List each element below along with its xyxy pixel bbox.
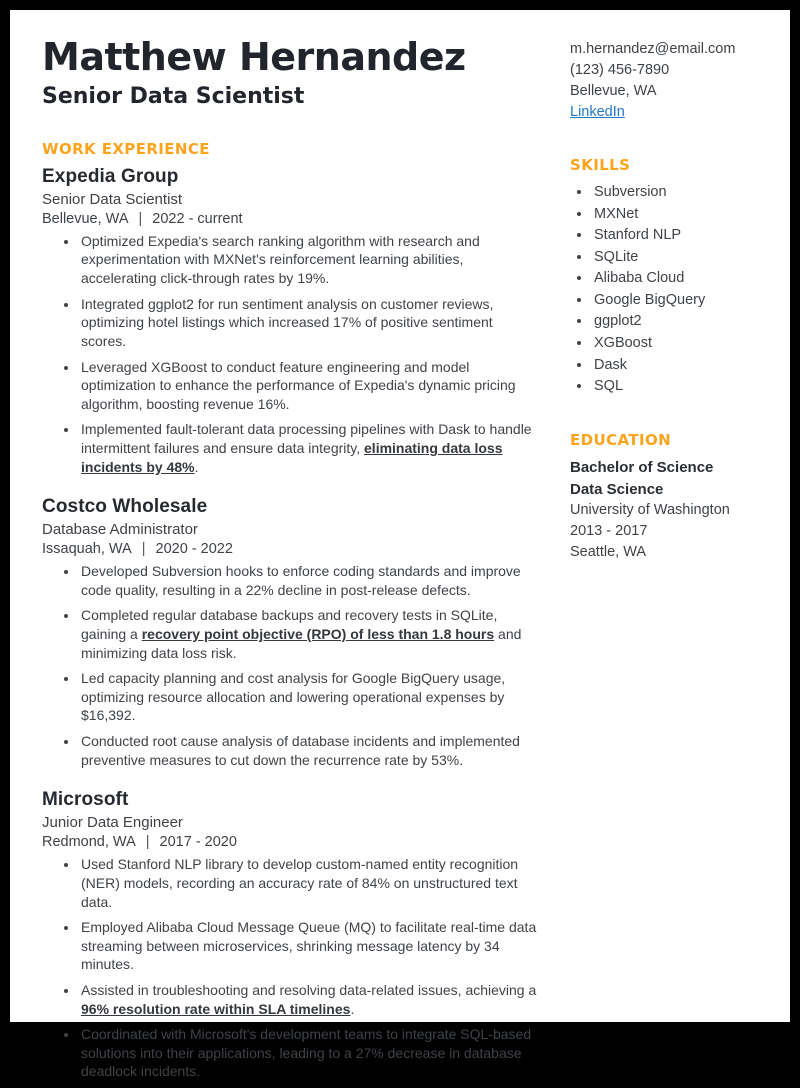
job-dates: 2020 - 2022 (155, 541, 233, 558)
bullet-text: Coordinated with Microsoft's development teams to integrate SQL-based solutions into their applications, leading to a 27% decrease in database deadlock incidents. (81, 1026, 532, 1080)
bullet-highlight: 96% resolution rate within SLA timelines (81, 1000, 351, 1017)
resume-page (10, 10, 790, 1080)
section-heading-work-experience: WORK EXPERIENCE (42, 139, 210, 158)
education-degree: Bachelor of Science (570, 458, 714, 476)
bullet-item (79, 562, 540, 599)
education-location: Seattle, WA (570, 544, 647, 561)
job-location: Issaquah, WA (42, 541, 132, 558)
bullet-item (79, 420, 540, 476)
bullet-item (79, 732, 540, 769)
company-name: Microsoft (42, 789, 129, 811)
bullet-item (79, 981, 540, 1018)
bullet-text: Leveraged XGBoost to conduct feature engineering and model optimization to enhance the performance of Expedia's dynamic pricing algorithm, boosting revenue 16%. (81, 358, 516, 412)
bullet-text: Conducted root cause analysis of database incidents and implemented preventive measures to cut down the recurrence rate by 53%. (81, 733, 520, 768)
skill-item: • Stanford NLP (592, 225, 768, 246)
job-role: Database Administrator (42, 521, 198, 539)
sidebar-column (570, 36, 768, 1088)
job-dates: 2022 - current (152, 210, 243, 227)
contact-email: m.hernandez@email.com (570, 41, 736, 57)
education-school: University of Washington (570, 502, 730, 519)
bullet-list (42, 562, 540, 769)
bullet-item (79, 358, 540, 414)
bullet-list (42, 855, 540, 1081)
skill-item: • Alibaba Cloud (592, 268, 768, 289)
bullet-highlight: eliminating data loss incidents by 48% (81, 439, 503, 475)
company-name: Costco Wholesale (42, 496, 208, 518)
job-meta (42, 834, 540, 850)
skill-item: • MXNet (592, 204, 768, 225)
skills-list (570, 182, 768, 397)
bullet-text: Employed Alibaba Cloud Message Queue (MQ) to facilitate real-time data streaming between microservices, shrinking message latency by 34 minutes. (81, 919, 537, 973)
skill-item: • Subversion (592, 182, 768, 203)
job-meta (42, 211, 540, 227)
skill-item: • SQLite (592, 247, 768, 268)
skill-item: • Google BigQuery (592, 290, 768, 311)
job-entry-microsoft (42, 789, 540, 1081)
bullet-text: Optimized Expedia's search ranking algorithm with research and experimentation with MXNet's reinforcement learning abilities, accelerating click-through rates by 19%. (81, 232, 480, 287)
skill-item: • ggplot2 (592, 311, 768, 332)
bullet-item (79, 606, 540, 662)
section-heading-skills: SKILLS (570, 156, 631, 174)
contact-phone: (123) 456-7890 (570, 62, 670, 78)
bullet-item (79, 232, 540, 288)
bullet-list (42, 232, 540, 476)
job-entry-expedia (42, 166, 540, 476)
main-column (42, 36, 540, 1088)
skill-item: • SQL (592, 376, 768, 397)
bullet-text-post: and minimizing data loss risk. (81, 626, 522, 661)
contact-location: Bellevue, WA (570, 83, 657, 99)
bullet-item (79, 669, 540, 725)
job-role: Senior Data Scientist (42, 190, 183, 208)
bullet-text: Assisted in troubleshooting and resolving data-related issues, achieving a (81, 981, 537, 998)
bullet-highlight: recovery point objective (RPO) of less than 1.8 hours (141, 626, 495, 643)
skill-item: • XGBoost (592, 333, 768, 354)
education-field: Data Science (570, 480, 664, 498)
company-name: Expedia Group (42, 165, 179, 187)
bullet-item (79, 855, 540, 911)
pipe-separator: | (138, 210, 143, 227)
education-dates: 2013 - 2017 (570, 523, 648, 540)
job-dates: 2017 - 2020 (159, 834, 237, 851)
linkedin-link[interactable]: LinkedIn (570, 104, 625, 120)
job-meta (42, 541, 540, 557)
bullet-item (79, 1025, 540, 1081)
pipe-separator: | (141, 541, 146, 558)
bullet-text: Integrated ggplot2 for run sentiment analysis on customer reviews, optimizing hotel listings which increased 17% of positive sentiment scores. (81, 295, 494, 349)
bullet-item (79, 918, 540, 974)
two-column-layout (42, 36, 768, 1088)
bullet-text-post: . (194, 458, 199, 475)
bullet-text: Led capacity planning and cost analysis for Google BigQuery usage, optimizing resource allocation and lowering operational expenses by $16,392. (81, 670, 506, 724)
bullet-text-post: . (350, 1000, 355, 1017)
contact-block (570, 39, 768, 122)
job-role: Junior Data Engineer (42, 814, 183, 832)
candidate-name: Matthew Hernandez (42, 35, 466, 79)
section-heading-education: EDUCATION (570, 430, 672, 449)
job-location: Bellevue, WA (42, 210, 129, 227)
bullet-text: Developed Subversion hooks to enforce coding standards and improve code quality, resulting in a 22% decline in post-release defects. (81, 563, 521, 598)
bullet-item (79, 295, 540, 351)
bullet-text: Used Stanford NLP library to develop custom-named entity recognition (NER) models, recording an accuracy rate of 84% on unstructured text data. (81, 856, 519, 910)
bullet-text: Implemented fault-tolerant data processing pipelines with Dask to handle intermittent failures and ensure data integrity, (81, 421, 532, 456)
bullet-text: Completed regular database backups and recovery tests in SQLite, gaining a (81, 607, 498, 643)
education-block (570, 457, 768, 564)
pipe-separator: | (145, 834, 150, 851)
skill-item: • Dask (592, 355, 768, 376)
job-entry-costco (42, 496, 540, 769)
candidate-title: Senior Data Scientist (42, 83, 305, 109)
job-location: Redmond, WA (42, 834, 136, 851)
